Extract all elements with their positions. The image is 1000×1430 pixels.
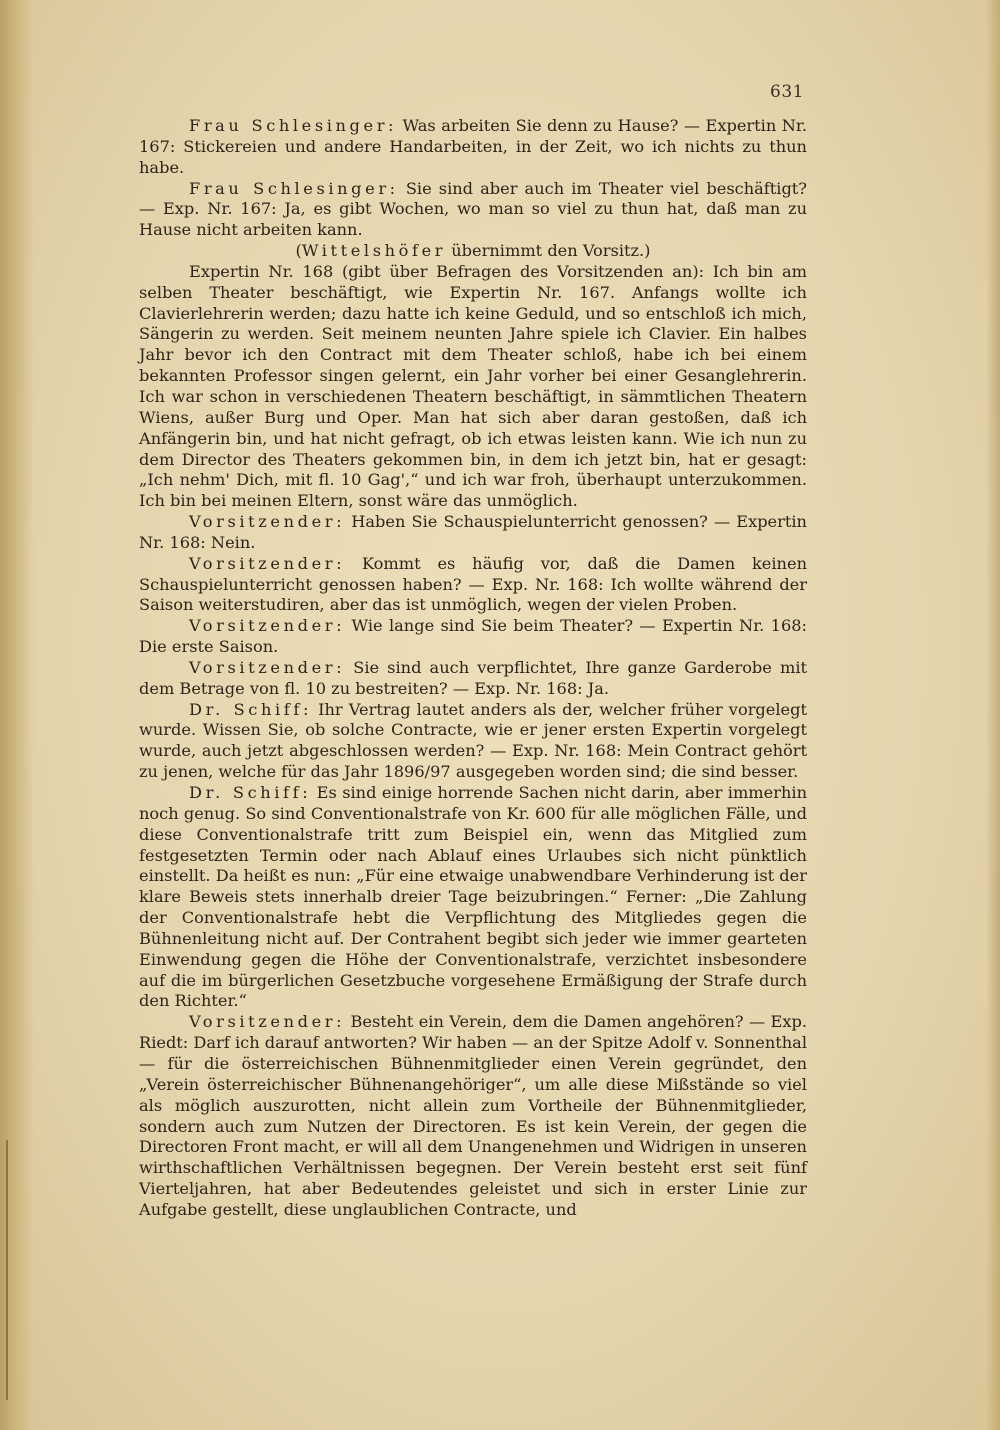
speaker-name: Frau Schlesinger: <box>189 178 399 198</box>
paragraph <box>139 116 807 179</box>
paragraph <box>139 658 807 700</box>
paragraph-text: übernimmt den Vorsitz.) <box>446 241 651 261</box>
speaker-name: Vorsitzender: <box>189 616 346 636</box>
paragraph <box>139 262 807 512</box>
paragraph <box>139 700 807 783</box>
paragraph <box>139 616 807 658</box>
page-right-edge <box>986 0 1000 1430</box>
page-edge-line <box>6 1140 8 1400</box>
speaker-name: Frau Schlesinger: <box>189 116 398 135</box>
paragraph <box>139 783 807 1012</box>
speaker-name: Vorsitzender: <box>189 657 346 677</box>
paragraph-text: Sie sind auch verpflichtet, Ihre ganze Garderobe mit dem Betrage von fl. 10 zu bestreiten? — Exp. Nr. 168: Ja. <box>139 657 807 698</box>
paragraph <box>139 1012 807 1220</box>
paragraph-text: Ihr Vertrag lautet anders als der, welcher früher vorgelegt wurde. Wissen Sie, ob solche Contracte, wie er jener ersten Expertin vorgelegt wurde, auch jetzt abgeschlossen werden? — Exp. Nr. 168: Mein Contract gehört zu jenen, welche für das Jahr 1896/97 ausgegeben worden sind; die sind besser. <box>139 699 807 782</box>
paragraph-text: Expertin Nr. 168 (gibt über Befragen des Vorsitzenden an): Ich bin am selben Theater beschäftigt, wie Expertin Nr. 167. Anfangs wollte ich Clavierlehrerin werden; dazu hatte ich keine Geduld, und so entschloß ich mich, Sängerin zu werden. Seit meinem neunten Jahre spiele ich Clavier. Ein halbes Jahr bevor ich den Contract mit dem Theater schloß, habe ich bei einem bekannten Professor singen gelernt, ein Jahr vorher bei einer Gesanglehrerin. Ich war schon in verschiedenen Theatern beschäftigt, in sämmtlichen Theatern Wiens, außer Burg und Oper. Man hat sich aber daran gestoßen, daß ich Anfängerin bin, und hat nicht gefragt, ob ich etwas leisten kann. Wie ich nun zu dem Director des Theaters gekommen bin, in dem ich jetzt bin, hat er gesagt: „Ich nehm' Dich, mit fl. 10 Gag',“ und ich war froh, überhaupt unterzukommen. Ich bin bei meinen Eltern, sonst wäre das unmöglich. <box>139 261 807 511</box>
paragraph-text: Wie lange sind Sie beim Theater? — Expertin Nr. 168: Die erste Saison. <box>139 616 807 657</box>
speaker-name: Vorsitzender: <box>189 1012 346 1032</box>
paragraph-text: Besteht ein Verein, dem die Damen angehören? — Exp. Riedt: Darf ich darauf antworten? Wir haben — an der Spitze Adolf v. Sonnenthal — für die österreichischen Bühnenmitglieder einen Verein gegründet, den „Verein österreichischer Bühnenangehöriger“, um alle diese Mißstände so viel als möglich auszurotten, nicht allein zum Vortheile der Bühnenmitglieder, sondern auch zum Nutzen der Directoren. Es ist kein Verein, der gegen die Directoren Front macht, er will all dem Unangenehmen und Widrigen in unseren wirthschaftlichen Verhältnissen begegnen. Der Verein besteht erst seit fünf Vierteljahren, hat aber Bedeutendes geleistet und sich in erster Linie zur Aufgabe gestellt, diese unglaublichen Contracte, und <box>139 1012 807 1219</box>
paragraph-text: Was arbeiten Sie denn zu Hause? — Expertin Nr. 167: Stickereien und andere Handarbeiten, in der Zeit, wo ich nichts zu thun habe. <box>139 116 807 177</box>
page-number: 631 <box>770 82 804 102</box>
speaker-name: Dr. Schiff: <box>189 699 312 719</box>
paragraph <box>139 512 807 554</box>
paragraph-text: Sie sind aber auch im Theater viel beschäftigt? — Exp. Nr. 167: Ja, es gibt Wochen, wo man so viel zu thun hat, daß man zu Hause nicht arbeiten kann. <box>139 178 807 240</box>
paragraph-text: Haben Sie Schauspielunterricht genossen? — Expertin Nr. 168: Nein. <box>139 512 807 552</box>
speaker-name: Dr. Schiff: <box>189 783 312 802</box>
paragraph-text: Kommt es häufig vor, daß die Damen keinen Schauspielunterricht genossen haben? — Exp. Nr. 168: Ich wollte während der Saison weiterstudiren, aber das ist unmöglich, wegen der vielen Proben. <box>139 553 807 615</box>
stage-direction <box>139 241 807 262</box>
speaker-name: Vorsitzender: <box>189 512 346 532</box>
paren-open: ( <box>295 241 302 261</box>
speaker-name: Wittelshöfer <box>301 241 447 261</box>
text-column <box>139 116 807 1221</box>
speaker-name: Vorsitzender: <box>189 553 346 573</box>
paragraph <box>139 179 807 242</box>
paragraph <box>139 554 807 617</box>
paragraph-text: Es sind einige horrende Sachen nicht darin, aber immerhin noch genug. So sind Conventionalstrafe von Kr. 600 für alle möglichen Fälle, und diese Conventionalstrafe tritt zum Beispiel ein, wenn das Mitglied zum festgesetzten Termin oder nach Ablauf eines Urlaubes sich nicht pünktlich einstellt. Da heißt es nun: „Für eine etwaige unabwendbare Verhinderung ist der klare Beweis stets innerhalb dreier Tage beizubringen.“ Ferner: „Die Zahlung der Conventionalstrafe hebt die Verpflichtung des Mitgliedes gegen die Bühnenleitung nicht auf. Der Contrahent begibt sich jeder wie immer gearteten Einwendung gegen die Höhe der Conventionalstrafe, verzichtet insbesondere auf die im bürgerlichen Gesetzbuche vorgesehene Ermäßigung der Strafe durch den Richter.“ <box>139 783 807 1011</box>
